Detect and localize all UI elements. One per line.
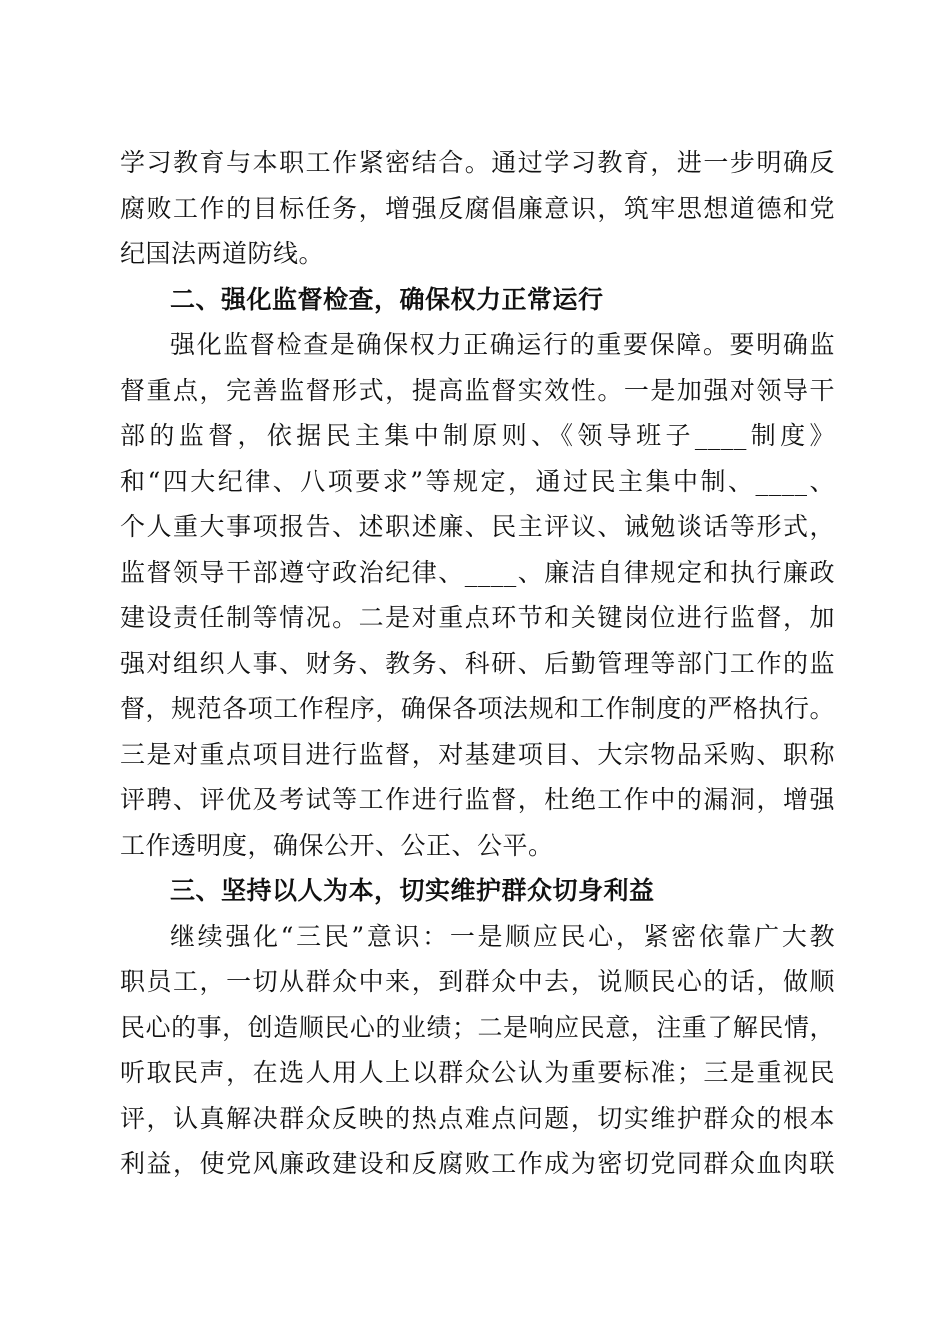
body-line: 监督领导干部遵守政治纪律、____、廉洁自律规定和执行廉政 <box>120 557 835 587</box>
body-line: 督，规范各项工作程序，确保各项法规和工作制度的严格执行。 <box>120 694 835 723</box>
body-line: 强对组织人事、财务、教务、科研、后勤管理等部门工作的监 <box>120 648 835 678</box>
body-line: 评，认真解决群众反映的热点难点问题，切实维护群众的根本 <box>120 1103 835 1133</box>
document-body <box>120 140 835 1187</box>
body-line: 个人重大事项报告、述职述廉、民主评议、诫勉谈话等形式， <box>120 512 835 541</box>
body-line: 工作透明度，确保公开、公正、公平。 <box>120 830 554 860</box>
body-line: 听取民声，在选人用人上以群众公认为重要标准；三是重视民 <box>120 1058 835 1087</box>
body-line: 和“四大纪律、八项要求”等规定，通过民主集中制、____、 <box>120 466 835 496</box>
body-line: 纪国法两道防线。 <box>120 239 325 268</box>
body-line: 三是对重点项目进行监督，对基建项目、大宗物品采购、职称 <box>120 739 835 769</box>
body-line: 部的监督，依据民主集中制原则、《领导班子____制度》 <box>120 421 835 450</box>
section-heading-3: 三、坚持以人为本，切实维护群众切身利益 <box>170 876 655 905</box>
body-line: 利益，使党风廉政建设和反腐败工作成为密切党同群众血肉联 <box>120 1149 835 1178</box>
body-line: 建设责任制等情况。二是对重点环节和关键岗位进行监督，加 <box>120 603 835 632</box>
body-line: 强化监督检查是确保权力正确运行的重要保障。要明确监 <box>170 330 835 359</box>
body-line: 职员工，一切从群众中来，到群众中去，说顺民心的话，做顺 <box>120 967 835 996</box>
body-line: 腐败工作的目标任务，增强反腐倡廉意识，筑牢思想道德和党 <box>120 193 835 223</box>
section-heading-2: 二、强化监督检查，确保权力正常运行 <box>170 284 604 314</box>
body-line: 督重点，完善监督形式，提高监督实效性。一是加强对领导干 <box>120 375 835 405</box>
body-line: 继续强化“三民”意识：一是顺应民心，紧密依靠广大教 <box>170 921 835 951</box>
body-line: 民心的事，创造顺民心的业绩；二是响应民意，注重了解民情， <box>120 1012 835 1042</box>
body-line: 学习教育与本职工作紧密结合。通过学习教育，进一步明确反 <box>120 148 835 177</box>
body-line: 评聘、评优及考试等工作进行监督，杜绝工作中的漏洞，增强 <box>120 785 835 814</box>
